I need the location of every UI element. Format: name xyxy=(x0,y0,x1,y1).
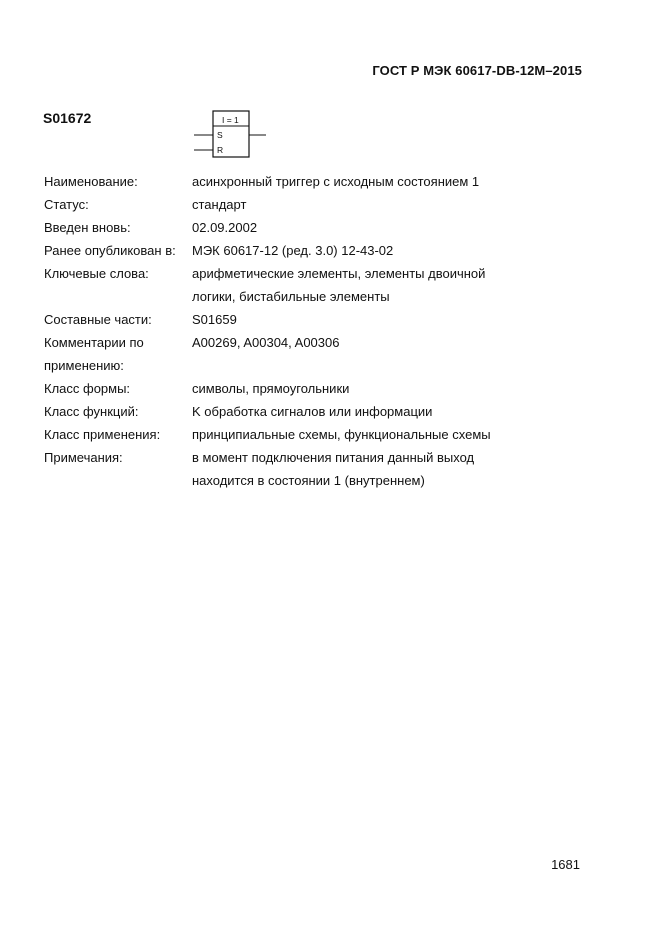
field-function-class-value: K обработка сигналов или информации xyxy=(192,404,433,419)
set-input-label: S xyxy=(217,130,223,140)
rs-flip-flop-diagram xyxy=(194,109,270,159)
field-notes-label: Примечания: xyxy=(44,450,123,465)
application-comments-label-line-1: Комментарии по xyxy=(44,335,144,350)
field-previously-published-value: МЭК 60617-12 (ред. 3.0) 12-43-02 xyxy=(192,243,394,258)
field-introduced-value: 02.09.2002 xyxy=(192,220,258,235)
keywords-line-1: арифметические элементы, элементы двоичной xyxy=(192,266,486,281)
field-status-value: стандарт xyxy=(192,197,247,212)
field-shape-class-label: Класс формы: xyxy=(44,381,131,396)
symbol-code: S01672 xyxy=(43,110,92,126)
notes-line-1: в момент подключения питания данный выход xyxy=(192,450,475,465)
field-notes-value xyxy=(192,446,522,492)
field-name-label: Наименование: xyxy=(44,174,138,189)
field-application-comments-label xyxy=(44,331,190,377)
field-components-label: Составные части: xyxy=(44,312,152,327)
field-name-value: асинхронный триггер с исходным состоянием 1 xyxy=(192,174,480,189)
application-comments-label-line-2: применению: xyxy=(44,358,124,373)
rs-flip-flop-symbol xyxy=(194,109,270,159)
qualifier-label: I = 1 xyxy=(222,115,239,125)
field-function-class-label: Класс функций: xyxy=(44,404,139,419)
field-application-comments-value: A00269, A00304, A00306 xyxy=(192,335,340,350)
field-status-label: Статус: xyxy=(44,197,89,212)
field-keywords-label: Ключевые слова: xyxy=(44,266,149,281)
field-components-value: S01659 xyxy=(192,312,237,327)
notes-line-2: находится в состоянии 1 (внутреннем) xyxy=(192,473,425,488)
field-application-class-value: принципиальные схемы, функциональные схемы xyxy=(192,427,491,442)
field-application-class-label: Класс применения: xyxy=(44,427,161,442)
field-keywords-value xyxy=(192,262,522,308)
field-shape-class-value: символы, прямоугольники xyxy=(192,381,350,396)
field-introduced-label: Введен вновь: xyxy=(44,220,131,235)
page-number: 1681 xyxy=(551,857,580,872)
keywords-line-2: логики, бистабильные элементы xyxy=(192,289,390,304)
reset-input-label: R xyxy=(217,145,224,155)
field-previously-published-label: Ранее опубликован в: xyxy=(44,243,176,258)
document-standard-header: ГОСТ Р МЭК 60617-DB-12M–2015 xyxy=(372,63,582,78)
